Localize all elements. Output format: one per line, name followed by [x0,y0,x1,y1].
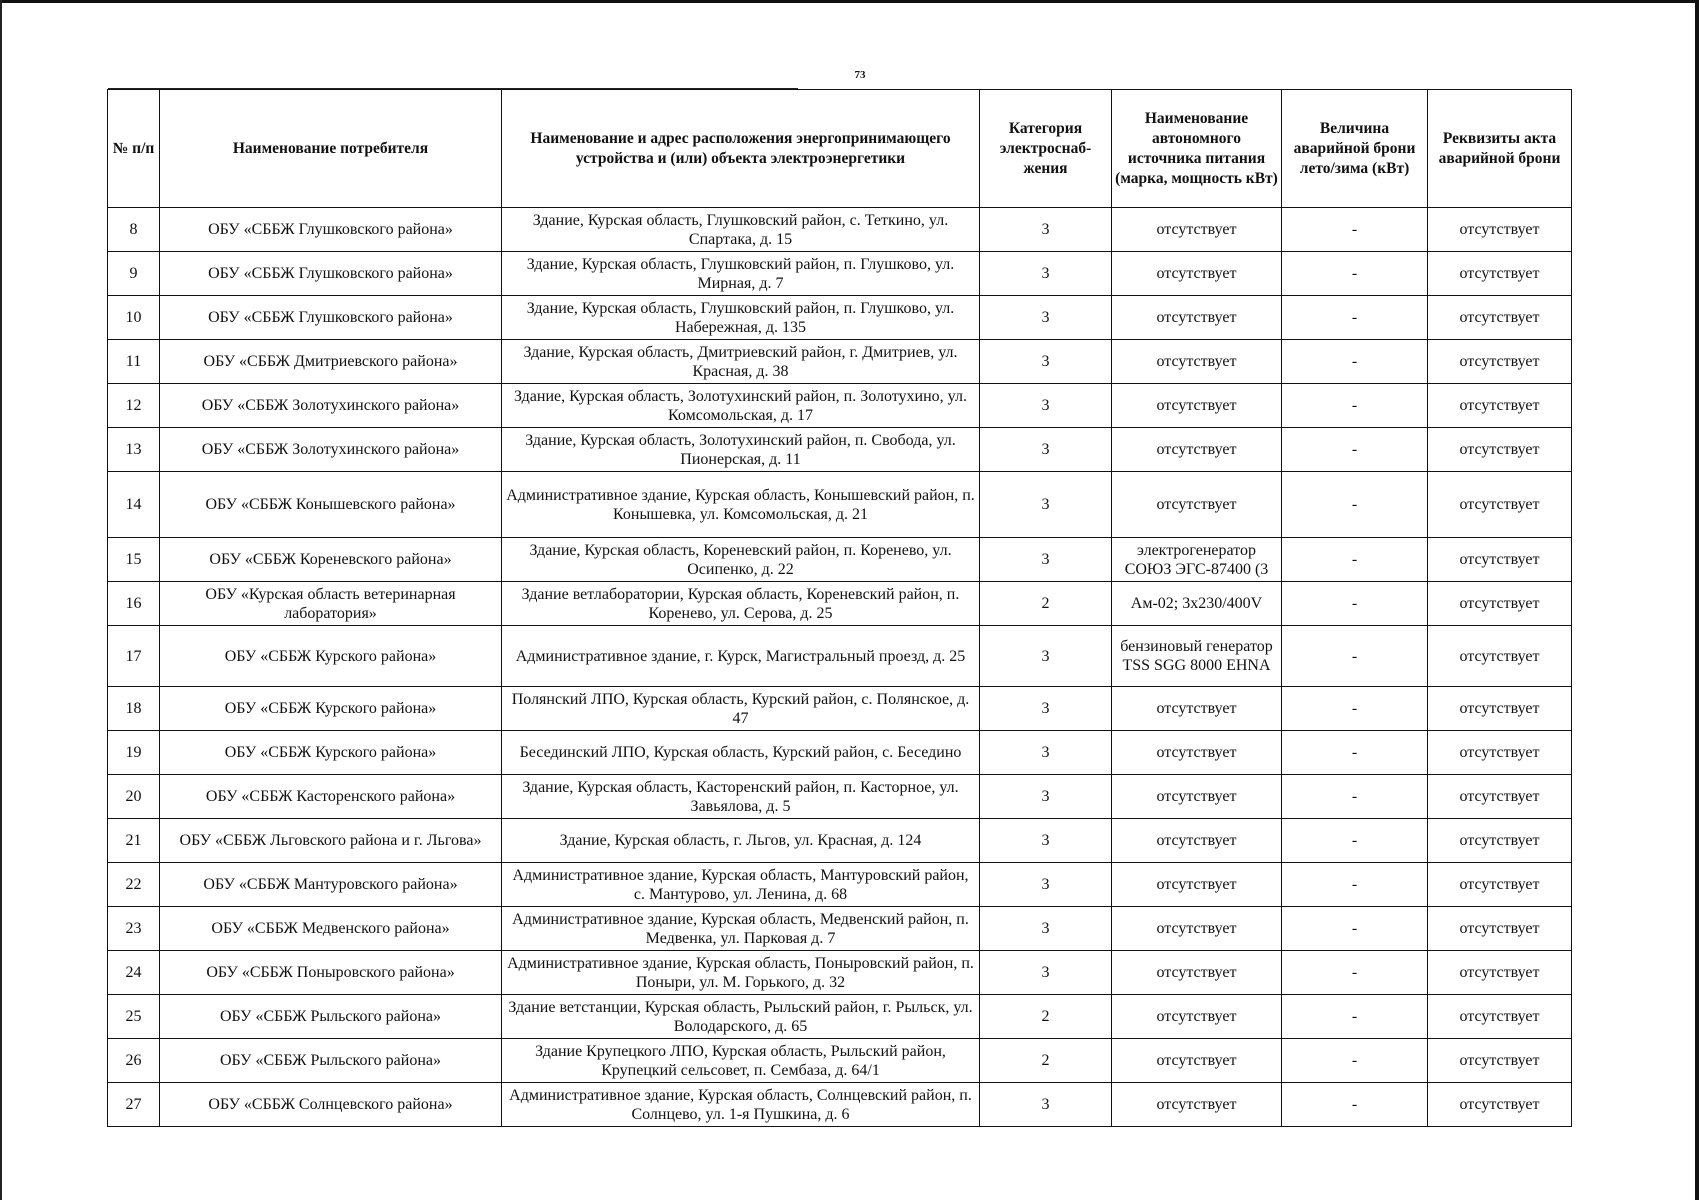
scan-border-right [1695,0,1699,1200]
cell-consumer: ОБУ «СББЖ Глушковского района» [160,296,502,340]
cell-category: 3 [980,863,1112,907]
cell-category: 3 [980,340,1112,384]
consumers-table [107,89,1572,1127]
cell-source: отсутствует [1112,863,1282,907]
cell-act: отсутствует [1428,626,1572,687]
cell-category: 2 [980,995,1112,1039]
cell-source: отсутствует [1112,775,1282,819]
cell-reserve: - [1282,582,1428,626]
table-row [108,1083,1572,1127]
cell-category: 3 [980,384,1112,428]
table-row [108,296,1572,340]
cell-consumer: ОБУ «СББЖ Глушковского района» [160,208,502,252]
cell-source: отсутствует [1112,995,1282,1039]
cell-consumer: ОБУ «СББЖ Глушковского района» [160,252,502,296]
cell-address: Полянский ЛПО, Курская область, Курский район, с. Полянское, д. 47 [502,687,980,731]
cell-category: 2 [980,582,1112,626]
cell-act: отсутствует [1428,296,1572,340]
header-category: Категория электроснаб-жения [980,90,1112,208]
cell-act: отсутствует [1428,819,1572,863]
cell-source: отсутствует [1112,252,1282,296]
cell-source: отсутствует [1112,208,1282,252]
cell-address: Административное здание, Курская область, Поныровский район, п. Поныри, ул. М. Горького, д. 32 [502,951,980,995]
cell-address: Здание, Курская область, г. Льгов, ул. Красная, д. 124 [502,819,980,863]
cell-address: Административное здание, Курская область, Мантуровский район, с. Мантурово, ул. Ленина, д. 68 [502,863,980,907]
cell-source: отсутствует [1112,384,1282,428]
cell-consumer: ОБУ «СББЖ Курского района» [160,687,502,731]
table-row [108,863,1572,907]
cell-act: отсутствует [1428,995,1572,1039]
table-row [108,687,1572,731]
cell-address: Здание, Курская область, Касторенский район, п. Касторное, ул. Завьялова, д. 5 [502,775,980,819]
page-number: 73 [854,69,866,81]
cell-num: 17 [108,626,160,687]
table-row [108,951,1572,995]
cell-act: отсутствует [1428,775,1572,819]
cell-num: 12 [108,384,160,428]
cell-reserve: - [1282,296,1428,340]
cell-consumer: ОБУ «СББЖ Медвенского района» [160,907,502,951]
cell-source: отсутствует [1112,340,1282,384]
header-source: Наименование автономного источника питания (марка, мощность кВт) [1112,90,1282,208]
cell-num: 14 [108,472,160,538]
cell-address: Здание, Курская область, Золотухинский район, п. Золотухино, ул. Комсомольская, д. 17 [502,384,980,428]
cell-address: Административное здание, г. Курск, Магистральный проезд, д. 25 [502,626,980,687]
cell-consumer: ОБУ «СББЖ Касторенского района» [160,775,502,819]
cell-act: отсутствует [1428,731,1572,775]
cell-num: 21 [108,819,160,863]
cell-num: 20 [108,775,160,819]
cell-source: отсутствует [1112,1083,1282,1127]
cell-reserve: - [1282,626,1428,687]
cell-address: Здание, Курская область, Глушковский район, п. Глушково, ул. Набережная, д. 135 [502,296,980,340]
cell-consumer: ОБУ «СББЖ Конышевского района» [160,472,502,538]
cell-num: 19 [108,731,160,775]
cell-source: отсутствует [1112,951,1282,995]
table-row [108,252,1572,296]
scan-border-top [0,0,1699,3]
table-row [108,538,1572,582]
cell-reserve: - [1282,907,1428,951]
cell-act: отсутствует [1428,428,1572,472]
cell-consumer: ОБУ «СББЖ Солнцевского района» [160,1083,502,1127]
cell-consumer: ОБУ «СББЖ Золотухинского района» [160,384,502,428]
cell-reserve: - [1282,384,1428,428]
cell-num: 15 [108,538,160,582]
cell-act: отсутствует [1428,907,1572,951]
cell-num: 18 [108,687,160,731]
table-header-row [108,90,1572,208]
header-act: Реквизиты акта аварийной брони [1428,90,1572,208]
cell-address: Здание Крупецкого ЛПО, Курская область, Рыльский район, Крупецкий сельсовет, п. Сембаза, д. 64/1 [502,1039,980,1083]
cell-category: 3 [980,538,1112,582]
cell-source: отсутствует [1112,472,1282,538]
cell-num: 25 [108,995,160,1039]
cell-act: отсутствует [1428,252,1572,296]
cell-act: отсутствует [1428,208,1572,252]
cell-category: 3 [980,208,1112,252]
cell-source: бензиновый генератор TSS SGG 8000 EHNA [1112,626,1282,687]
cell-num: 22 [108,863,160,907]
table-row [108,819,1572,863]
cell-num: 24 [108,951,160,995]
cell-act: отсутствует [1428,1039,1572,1083]
cell-consumer: ОБУ «СББЖ Поныровского района» [160,951,502,995]
table-row [108,340,1572,384]
cell-reserve: - [1282,208,1428,252]
cell-consumer: ОБУ «СББЖ Льговского района и г. Льгова» [160,819,502,863]
cell-reserve: - [1282,775,1428,819]
cell-consumer: ОБУ «Курская область ветеринарная лаборатория» [160,582,502,626]
table-row [108,995,1572,1039]
header-consumer: Наименование потребителя [160,90,502,208]
cell-address: Здание, Курская область, Дмитриевский район, г. Дмитриев, ул. Красная, д. 38 [502,340,980,384]
cell-consumer: ОБУ «СББЖ Рыльского района» [160,1039,502,1083]
cell-act: отсутствует [1428,1083,1572,1127]
cell-reserve: - [1282,819,1428,863]
cell-reserve: - [1282,951,1428,995]
cell-address: Административное здание, Курская область, Солнцевский район, п. Солнцево, ул. 1-я Пушкина, д. 6 [502,1083,980,1127]
cell-category: 3 [980,1083,1112,1127]
table-row [108,626,1572,687]
cell-category: 3 [980,252,1112,296]
cell-act: отсутствует [1428,472,1572,538]
cell-category: 3 [980,775,1112,819]
cell-category: 3 [980,296,1112,340]
cell-act: отсутствует [1428,951,1572,995]
cell-address: Здание, Курская область, Кореневский район, п. Коренево, ул. Осипенко, д. 22 [502,538,980,582]
cell-source: Ам-02; 3х230/400V [1112,582,1282,626]
cell-reserve: - [1282,428,1428,472]
cell-act: отсутствует [1428,340,1572,384]
cell-source: отсутствует [1112,687,1282,731]
cell-category: 3 [980,731,1112,775]
cell-num: 10 [108,296,160,340]
cell-num: 23 [108,907,160,951]
table-row [108,384,1572,428]
cell-source: отсутствует [1112,731,1282,775]
cell-consumer: ОБУ «СББЖ Дмитриевского района» [160,340,502,384]
table-row [108,731,1572,775]
cell-category: 3 [980,819,1112,863]
cell-reserve: - [1282,687,1428,731]
cell-address: Здание ветлаборатории, Курская область, Кореневский район, п. Коренево, ул. Серова, д. 25 [502,582,980,626]
cell-category: 3 [980,472,1112,538]
cell-source: отсутствует [1112,907,1282,951]
cell-reserve: - [1282,340,1428,384]
cell-consumer: ОБУ «СББЖ Кореневского района» [160,538,502,582]
cell-address: Здание ветстанции, Курская область, Рыльский район, г. Рыльск, ул. Володарского, д. 65 [502,995,980,1039]
cell-reserve: - [1282,252,1428,296]
cell-num: 26 [108,1039,160,1083]
header-reserve: Величина аварийной брони лето/зима (кВт) [1282,90,1428,208]
table-row [108,582,1572,626]
cell-address: Здание, Курская область, Глушковский район, п. Глушково, ул. Мирная, д. 7 [502,252,980,296]
cell-address: Административное здание, Курская область, Конышевский район, п. Конышевка, ул. Комсомольская, д. 21 [502,472,980,538]
cell-source: отсутствует [1112,296,1282,340]
cell-act: отсутствует [1428,538,1572,582]
cell-category: 3 [980,626,1112,687]
header-num: № п/п [108,90,160,208]
cell-address: Здание, Курская область, Золотухинский район, п. Свобода, ул. Пионерская, д. 11 [502,428,980,472]
cell-category: 3 [980,951,1112,995]
cell-reserve: - [1282,1083,1428,1127]
cell-reserve: - [1282,472,1428,538]
cell-act: отсутствует [1428,582,1572,626]
table-row [108,208,1572,252]
cell-source: отсутствует [1112,1039,1282,1083]
cell-consumer: ОБУ «СББЖ Золотухинского района» [160,428,502,472]
cell-reserve: - [1282,1039,1428,1083]
cell-source: электрогенератор СОЮЗ ЭГС-87400 (3 [1112,538,1282,582]
cell-act: отсутствует [1428,687,1572,731]
cell-consumer: ОБУ «СББЖ Курского района» [160,731,502,775]
cell-address: Административное здание, Курская область, Медвенский район, п. Медвенка, ул. Парковая д. 7 [502,907,980,951]
cell-category: 3 [980,907,1112,951]
cell-num: 11 [108,340,160,384]
cell-num: 8 [108,208,160,252]
cell-address: Бесединский ЛПО, Курская область, Курский район, с. Беседино [502,731,980,775]
cell-num: 9 [108,252,160,296]
cell-category: 3 [980,428,1112,472]
cell-consumer: ОБУ «СББЖ Курского района» [160,626,502,687]
scan-border-left [0,0,2,1200]
cell-category: 3 [980,687,1112,731]
cell-category: 2 [980,1039,1112,1083]
table-row [108,428,1572,472]
table-row [108,907,1572,951]
table-row [108,775,1572,819]
table-row [108,472,1572,538]
cell-num: 27 [108,1083,160,1127]
header-address: Наименование и адрес расположения энергопринимающего устройства и (или) объекта электроэнергетики [502,90,980,208]
table-row [108,1039,1572,1083]
cell-source: отсутствует [1112,428,1282,472]
cell-num: 13 [108,428,160,472]
cell-consumer: ОБУ «СББЖ Мантуровского района» [160,863,502,907]
cell-reserve: - [1282,995,1428,1039]
cell-act: отсутствует [1428,863,1572,907]
cell-reserve: - [1282,863,1428,907]
cell-reserve: - [1282,731,1428,775]
cell-act: отсутствует [1428,384,1572,428]
cell-source: отсутствует [1112,819,1282,863]
cell-num: 16 [108,582,160,626]
cell-consumer: ОБУ «СББЖ Рыльского района» [160,995,502,1039]
cell-reserve: - [1282,538,1428,582]
cell-address: Здание, Курская область, Глушковский район, с. Теткино, ул. Спартака, д. 15 [502,208,980,252]
